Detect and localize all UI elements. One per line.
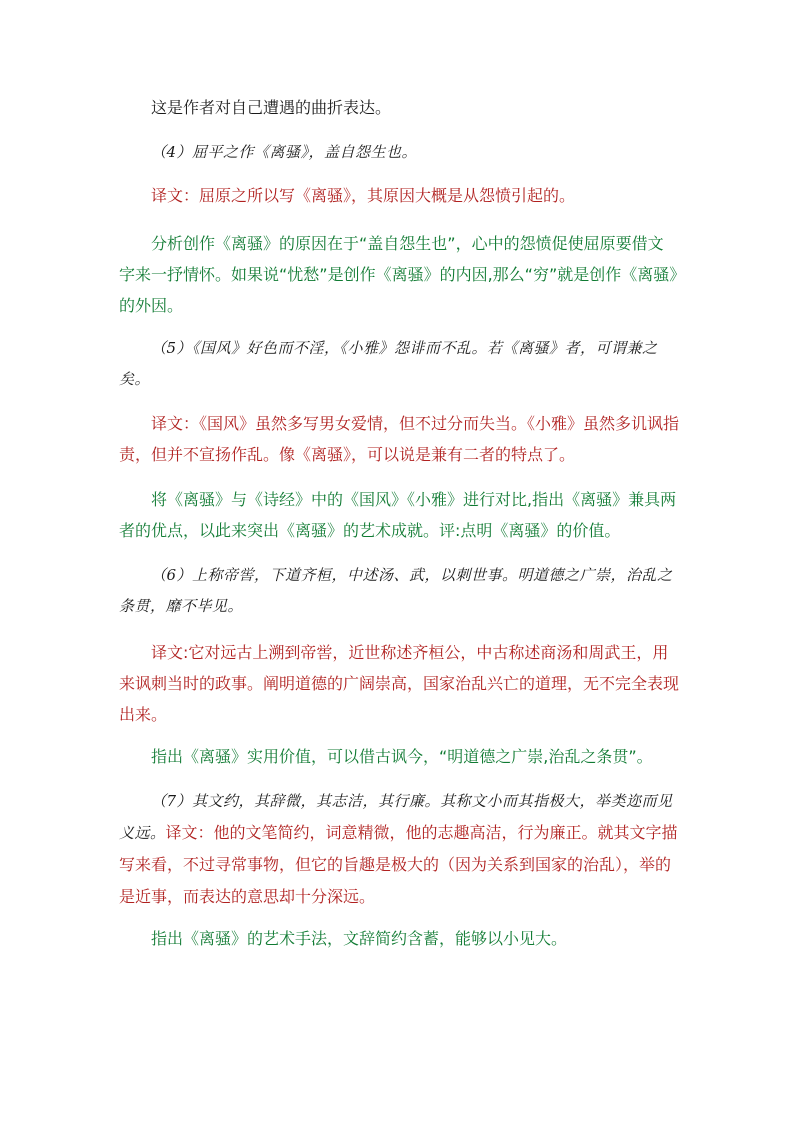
paragraph-11-original-text: （7）其文约，其辞微，其志洁，其行廉。其称文小而其指极大，举类迩而见义远。 xyxy=(119,792,673,842)
paragraph-10-analysis: 指出《离骚》实用价值，可以借古讽今，“明道德之广崇,治乱之条贯”。 xyxy=(151,747,653,766)
paragraph-4-analysis: 分析创作《离骚》的原因在于“盖自怨生也”，心中的怨愤促使屈原要借文字来一抒情怀。如果说“忧愁”是创作《离骚》的内因,那么“穷”就是创作《离骚》的外因。 xyxy=(119,234,678,315)
paragraph-2-original-text: （4）屈平之作《离骚》，盖自怨生也。 xyxy=(151,143,418,161)
paragraph-7-analysis: 将《离骚》与《诗经》中的《国风》《小雅》进行对比,指出《离骚》兼具两者的优点，以此来突出《离骚》的艺术成就。评:点明《离骚》的价值。 xyxy=(119,490,677,540)
paragraph-1: 这是作者对自己遭遇的曲折表达。 xyxy=(151,98,392,117)
paragraph-6-translation: 译文：《国风》虽然多写男女爱情，但不过分而失当。《小雅》虽然多讥讽指责，但并不宣扬作乱。像《离骚》，可以说是兼有二者的特点了。 xyxy=(119,414,680,464)
paragraph-11-translation: 译文：他的文笔简约，词意精微，他的志趣高洁，行为廉正。就其文字描写来看，不过寻常事物，但它的旨趣是极大的（因为关系到国家的治乱），举的是近事，而表达的意思却十分深远。 xyxy=(119,823,678,906)
paragraph-3-translation: 译文：屈原之所以写《离骚》，其原因大概是从怨愤引起的。 xyxy=(151,186,576,205)
paragraph-12-analysis: 指出《离骚》的艺术手法，文辞简约含蓄，能够以小见大。 xyxy=(151,929,568,948)
paragraph-5-original-text: （5）《国风》好色而不淫，《小雅》怨诽而不乱。若《离骚》者，可谓兼之矣。 xyxy=(119,339,658,388)
paragraph-11-original-with-translation xyxy=(119,786,679,913)
paragraph-9-translation: 译文:它对远古上溯到帝喾，近世称述齐桓公，中古称述商汤和周武王，用来讽刺当时的政事。阐明道德的广阔崇高，国家治乱兴亡的道理，无不完全表现出来。 xyxy=(119,643,680,724)
paragraph-8-original-text: （6）上称帝喾，下道齐桓，中述汤、武，以刺世事。明道德之广崇，治乱之条贯，靡不毕见。 xyxy=(119,566,673,615)
